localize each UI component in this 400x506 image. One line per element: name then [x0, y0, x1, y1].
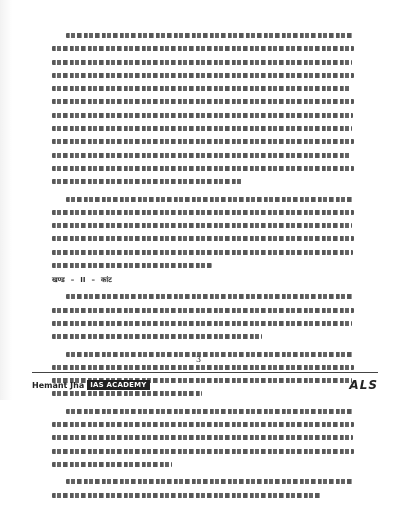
- text-line: [52, 334, 262, 339]
- text-line: [52, 493, 322, 498]
- page-number: 3: [196, 355, 202, 364]
- text-line: [52, 449, 354, 454]
- footer-author-name: Hemant Jha: [32, 380, 85, 390]
- text-line: [52, 73, 354, 78]
- text-line: [52, 422, 354, 427]
- text-line: [52, 263, 212, 268]
- text-line: [52, 113, 353, 118]
- text-line: [52, 236, 354, 241]
- text-line: [66, 197, 354, 202]
- paragraph-2: [52, 197, 354, 268]
- section-heading-separator-2: –: [91, 276, 96, 285]
- paragraph-3: [52, 294, 354, 339]
- text-line: [66, 409, 354, 414]
- paragraph-6: [52, 479, 354, 497]
- section-heading-numeral: II: [80, 276, 86, 285]
- text-line: [52, 166, 354, 171]
- text-line: [66, 479, 354, 484]
- section-heading-label: खण्ड: [52, 275, 65, 284]
- text-line: [52, 210, 354, 215]
- page-footer: [32, 376, 378, 394]
- text-line: [52, 46, 354, 51]
- text-line: [52, 139, 354, 144]
- text-line: [66, 33, 354, 38]
- footer-logo: ALS: [349, 378, 378, 392]
- scan-shadow: [0, 0, 12, 400]
- section-heading-separator: –: [70, 276, 75, 285]
- text-line: [52, 435, 353, 440]
- paragraph-5: [52, 409, 354, 467]
- page-body: [52, 33, 354, 506]
- text-line: [52, 250, 353, 255]
- footer-academy-badge: IAS ACADEMY: [87, 380, 149, 390]
- text-line: [52, 462, 172, 467]
- text-line: [52, 153, 351, 158]
- text-line: [52, 365, 354, 370]
- text-line: [52, 99, 354, 104]
- text-line: [52, 86, 350, 91]
- footer-divider: [32, 372, 378, 373]
- text-line: [52, 223, 352, 228]
- footer-branding: [32, 380, 150, 390]
- paragraph-1: [52, 33, 354, 184]
- text-line: [52, 60, 352, 65]
- text-line: [66, 352, 354, 357]
- section-heading: [52, 276, 354, 284]
- text-line: [66, 294, 354, 299]
- text-line: [52, 321, 352, 326]
- text-line: [52, 308, 354, 313]
- text-line: [52, 179, 242, 184]
- section-heading-name: कांट: [101, 275, 112, 284]
- text-line: [52, 126, 352, 131]
